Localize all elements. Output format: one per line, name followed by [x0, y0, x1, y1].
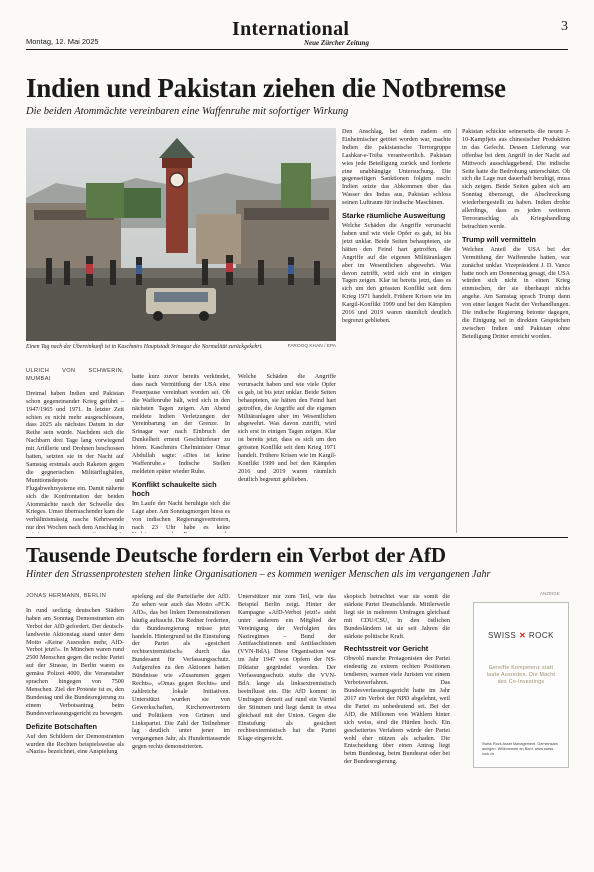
photo-credit: FAROOQ KHAN / EPA	[287, 344, 336, 349]
article1-col2b-text: Im Laufe der Nacht beruhigte sich die Lage aber. Am Sonntagmorgen hiess es von indischen Regierungsvertretern, nach 23 Uhr habe es keine	[132, 499, 230, 531]
article1-subheading-2: Starke räumliche Ausweitung	[342, 211, 446, 221]
article2-col1-text: In rund sechzig deutschen Städten haben am Sonntag Demonstranten ein Verbot der AfD gefordert. Der deutsch-landweite Aktionstag stand unter dem Motto «Keine Ausreden mehr, AfD-Verbot jetzt!». In München waren rund 2500 Menschen gegen die rechte Partei auf der Strasse, in Berlin waren es gemäss Polizei 4000, die Veranstalter sprachen hingegen von 7500 Menschen. Ziel der Proteste ist es, den Bundestag und die Bundesregierung zu einem Verbotsantrag beim Bundesverfassungsgericht zu bewegen.	[26, 606, 124, 717]
article2-column-3	[238, 593, 336, 868]
photo-srinagar-street	[26, 128, 336, 341]
article2-column-4	[344, 593, 450, 868]
newspaper-name: Neue Zürcher Zeitung	[304, 39, 369, 47]
ad-brand-right: ROCK	[528, 631, 555, 640]
article1-column-2b	[238, 373, 336, 533]
article2-col4b-text: Obwohl manche Protagonisten der Partei eindeutig zu extrem rechten Positionen tendieren, warnen viele Juristen vor einem Verbotsverfahren. Das Bundesverfassungsgericht hatte im Jahr 2017 ein Verbot der NPD abgelehnt, weil die Partei zu unbedeutend sei. Bei der AfD, die Millionen von Wählern hinter sich weiss, sind die Hürden hoch. Ein gescheitertes Verfahren würde der Partei wohl eher nützen als schaden. Die Entscheidung über einen Antrag liegt beim Bundestag, beim Bundesrat oder bei der Bundesregierung.	[344, 655, 450, 766]
article1-col4b-text: Welchen Anteil die USA bei der Vermittlung der Waffenruhe hatten, war zunächst unklar. Vizepräsident J. D. Vance hatte noch am Donnerstag gesagt, die USA würden sich nicht in einen Krieg einmischen, der sie überhaupt nichts angehe. Am Samstag sprach Trump dann von einer langen Nacht der Verhandlungen. Die indische Regierung betonte dagegen, die Einigung sei in direkten Gesprächen zwischen Indien und Pakistan ohne Beteiligung Dritter erreicht worden.	[462, 245, 570, 340]
article1-col2-text: hatte kurz zuvor bereits verkündet, dass nach Vermittlung der USA eine Feuerpause vereinbart worden sei. Ob die Waffenruhe hält, wird sich in den nächsten Tagen zeigen. Am Abend meldete Indien Verletzungen der Vereinbarung an der Grenze. In Srinagar war nach Einbruch der Dunkelheit erneut Geschützfeuer zu hören. Kaschmirs Chefminister Omar Abdullah sagte: «Dies ist keine Waffenruhe.» Indische Stellen meldeten später wieder Ruhe.	[132, 373, 230, 475]
headline-main: Indien und Pakistan ziehen die Notbremse	[26, 73, 506, 103]
article1-column-3	[342, 128, 451, 533]
ad-tagline: Gereifte Kompetenz statt laute Ausreden. Die Macht des Co-Investings	[486, 665, 556, 686]
page-header	[26, 18, 568, 50]
article1-col3-continued: Welche Schäden die Angriffe verursacht haben und wie viele Opfer es gab, ist bis jetzt unklar. Beide Seiten behaupteten, sie hätten den Feind hart getroffen, die Angriffe auf die eigenen Militäranlagen aber im Wesentlichen abgewehrt. Was davon zutrifft, wird sich erst in einigen Tagen zeigen. Klar ist bereits jetzt, dass es sich um den grössten Konflikt seit dem Krieg 1971 handelt. Frühere Krisen wie im Kargil-Konflikt 1999 und bei den Kämpfen 2016 und 2019 waren räumlich deutlich begrenzt geblieben.	[238, 373, 336, 483]
article-divider	[26, 537, 568, 538]
ad-brand-left: SWISS	[487, 631, 517, 640]
ad-label: ANZEIGE	[540, 591, 560, 596]
subheadline-main: Die beiden Atommächte vereinbaren eine Waffenruhe mit sofortiger Wirkung	[26, 106, 349, 117]
article1-col3b-text: Welche Schäden die Angriffe verursacht haben und wie viele Opfer es gab, ist bis jetzt unklar. Beide Seiten behaupteten, sie hätten den Feind hart getroffen, die Angriffe auf die eigenen Militäranlagen aber im Wesentlichen abgewehrt. Was davon zutrifft, wird sich erst in einigen Tagen zeigen. Klar ist bereits jetzt, dass es sich um den grössten Konflikt seit dem Krieg 1971 handelt. Frühere Krisen wie im Kargil-Konflikt 1999 und bei den Kämpfen 2016 und 2019 waren räumlich deutlich begrenzt geblieben.	[342, 222, 451, 324]
article2-column-2	[132, 593, 230, 868]
article1-col4-text: Pakistan schickte seinerseits die neuen J-10-Kampfjets aus chinesischer Produktion in das Gefecht. Dessen Lieferung war offenbar bei dem Angriff in der Nacht auf Mittwoch ausschlaggebend. Die indische Seite hatte die Bedrohung unterschätzt. Ob sich die Lage nun dauerhaft beruhigt, muss sich zeigen. Beide Seiten gaben sich am Sonntag überzeugt, die Abschreckung wiederhergestellt zu haben. Indien drohte allerdings, dass es jeden weiteren Terroranschlag als Kriegshandlung betrachten werde.	[462, 128, 570, 230]
subheadline-afd: Hinter den Strassenprotesten stehen linke Organisationen – es kommen weniger Menschen als im vergangenen Jahr	[26, 569, 491, 580]
article1-subheading-3: Trump will vermitteln	[462, 234, 536, 244]
article1-subheading-1: Konflikt schaukelte sich hoch	[132, 479, 217, 498]
photo-caption	[26, 344, 336, 350]
advertisement[interactable]	[473, 602, 569, 768]
ad-logo	[474, 631, 568, 640]
article2-byline: JONAS HERMANN, BERLIN	[26, 593, 107, 599]
column-rule	[456, 128, 457, 533]
article2-col4-text: skopisch betrachtet war sie somit die stärkste Partei Deutschlands. Mittlerweile liegt sie in mehreren Umfragen gleichauf mit CDU/CSU, in den östlichen Bundesländern ist sie seit Jahren die stärkste politische Kraft.	[344, 593, 450, 640]
issue-date: Montag, 12. Mai 2025	[26, 37, 99, 46]
article1-column-2	[132, 373, 230, 533]
cross-icon: ✕	[518, 631, 527, 640]
section-title: International	[232, 18, 350, 40]
article2-col3-text: Unterstützer nur zum Teil, wie das Beispiel Berlin zeigt. Hinter der Kampagne «AfD-Verbot jetzt!» steht unter anderem ein Mitglied der Vereinigung der Verfolgten des Naziregimes – Bund der Antifaschistinnen und Antifaschisten (VVN-BdA). Diese Organisation war im Jahr 1947 von Opfern der NS-Diktatur gegründet worden. Der Verfassungsschutz stufte die VVN-BdA lange als linksextremistisch beeinflusst ein. Die AfD kommt in Umfragen derzeit auf rund ein Viertel der Stimmen und liegt damit in etwa gleichauf mit der Union. Gegen die Einstufung als gesichert rechtsextremistisch hat die Partei Klage eingereicht.	[238, 593, 336, 743]
article1-col3-text: Den Anschlag, bei dem zudem ein Einheimischer getötet worden war, machte Indien die pakistanische Terrorgruppe Lashkar-e-Toiba verantwortlich. Pakistan wies jede Beteiligung zurück und forderte eine unabhängige Untersuchung. Die gegenseitigen Sanktionen folgten rasch: Indien setzte das Abkommen über das Wasser des Indus aus, Pakistan schloss seinen Luftraum für indische Maschinen.	[342, 128, 451, 207]
article2-subheading-2: Rechtsstreit vor Gericht	[344, 644, 429, 654]
ad-footer: Swiss Rock Asset Management. Gemeinsam anlegen. Willkommen an Bord. www.swiss-rock.ch	[482, 742, 558, 756]
headline-afd: Tausende Deutsche fordern ein Verbot der AfD	[26, 543, 447, 567]
article2-column-1	[26, 593, 124, 868]
article1-byline: ULRICH VON SCHWERIN, MUMBAI	[26, 368, 124, 382]
article2-col2-text: spielung auf die Parteifarbe der AfD. Zu sehen war auch das Motto «FCK AfD», das bei linken Demonstrationen häufig auftaucht. Die Redner forderten, die Bundesregierung müsse jetzt handeln. Hintergrund ist die Einstufung der Partei als «gesichert rechtsextremistisch» durch das Bundesamt für Verfassungsschutz. Aufgerufen zu den Aktionen hatten Bündnisse wie «Zusammen gegen Rechts», «Omas gegen Rechts» und zahlreiche lokale Initiativen. Unterstützt wurden sie von Gewerkschaften, Kirchenvertretern und Politikern von Grünen und Linkspartei. Die Zahl der Teilnehmer lag deutlich unter jener im vergangenen Jahr, als Hunderttausende gegen rechts demonstrierten.	[132, 593, 230, 751]
article2-subheading-1: Defizite Botschaften	[26, 721, 98, 731]
caption-text: Einen Tag nach der Übereinkunft ist in Kaschmirs Hauptstadt Srinagar die Normalität zurückgekehrt.	[26, 344, 263, 350]
page-number: 3	[561, 19, 568, 34]
article1-column-1	[26, 368, 124, 533]
article2-col1b-text: Auf den Schildern der Demonstranten wurden die Rechten beispielsweise als «Nazis» bezeichnet, eine Anspielung	[26, 732, 124, 756]
lead-photo	[26, 128, 336, 341]
article1-col1-text: Dreimal haben Indien und Pakistan schon gegeneinander Krieg geführt – 1947/1965 und 1971. In letzter Zeit schien es nicht mehr ausgeschlossen, dass 2025 als nächstes Datum in der Reihe sein würde. Nachdem sich die Nachbarn drei Tage lang vorwiegend mit Artillerie und Drohnen beschossen hatten, setzten sie in der Nacht auf Samstag erstmals auch Raketen gegen die gegnerischen Militärflughäfen, Munitionsdepots und Flugabwehrsysteme ein. Damit näherte sich die Konfrontation der beiden Atommächte rasch der Schwelle des Krieges. Umso überraschender kam die verhältnismässig rasche Kehrtwende nur drei Wochen nach dem Anschlag in	[26, 389, 124, 532]
article1-column-4	[462, 128, 570, 533]
